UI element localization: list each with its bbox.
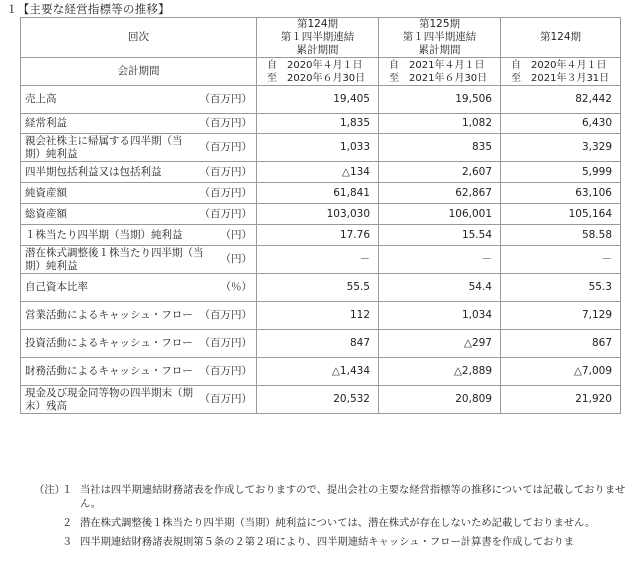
value-cell: 1,033 (257, 134, 379, 162)
indicator-label-cell (21, 358, 257, 386)
footnote-text: 当社は四半期連結財務諸表を作成しておりますので、提出会社の主要な経営指標等の推移については記載しておりません。 (80, 484, 626, 510)
column-heading-line: 第124期 (539, 31, 582, 43)
value-cell: 82,442 (501, 86, 621, 114)
value-cell: 58.58 (501, 225, 621, 246)
unit-label: （円） (220, 253, 252, 265)
value-cell: 1,082 (379, 114, 501, 134)
indicator-label-cell (21, 246, 257, 274)
indicator-label-cell (21, 386, 257, 414)
value-cell: △297 (379, 330, 501, 358)
unit-label: （円） (220, 228, 252, 241)
indicator-name: 現金及び現金同等物の四半期末（期末）残高 (25, 386, 193, 412)
value-cell: 20,532 (257, 386, 379, 414)
table-row (21, 386, 621, 414)
unit-label: （百万円） (199, 309, 252, 321)
period-line: 至 2021年６月30日 (389, 72, 488, 84)
value-cell: 7,129 (501, 302, 621, 330)
table-row (21, 330, 621, 358)
value-cell: 15.54 (379, 225, 501, 246)
period-range (501, 58, 621, 86)
column-heading-line: 累計期間 (418, 44, 461, 56)
indicator-name: 総資産額 (25, 207, 67, 220)
value-cell: 54.4 (379, 274, 501, 302)
unit-label: （百万円） (199, 337, 252, 349)
indicator-name: 財務活動によるキャッシュ・フロー (25, 365, 193, 377)
value-cell: 17.76 (257, 225, 379, 246)
header-row-accounting-period (21, 58, 621, 86)
indicator-name: 潜在株式調整後１株当たり四半期（当期）純利益 (25, 246, 204, 272)
fiscal-period-label: 回次 (128, 31, 149, 43)
value-cell: 63,106 (501, 183, 621, 204)
column-heading (501, 18, 621, 58)
unit-label: （百万円） (199, 93, 252, 105)
period-line: 至 2021年３月31日 (511, 72, 610, 84)
value-cell: 3,329 (501, 134, 621, 162)
value-cell: 6,430 (501, 114, 621, 134)
value-cell: 19,405 (257, 86, 379, 114)
unit-label: （百万円） (199, 365, 252, 377)
value-cell: 1,034 (379, 302, 501, 330)
footnote-item (34, 535, 634, 549)
value-cell: △2,889 (379, 358, 501, 386)
table-row (21, 183, 621, 204)
indicator-name: 売上高 (25, 93, 57, 105)
column-heading-line: 第125期 (418, 18, 461, 30)
period-line: 自 2020年４月１日 (511, 59, 607, 71)
value-cell: － (257, 246, 379, 274)
value-cell: 62,867 (379, 183, 501, 204)
indicator-label-cell (21, 86, 257, 114)
table-row (21, 114, 621, 134)
value-cell: 112 (257, 302, 379, 330)
value-cell: 5,999 (501, 162, 621, 183)
unit-label: （百万円） (199, 117, 252, 129)
table-row (21, 86, 621, 114)
table-row (21, 162, 621, 183)
footnote-prefix (34, 516, 62, 530)
unit-label: （％） (220, 281, 252, 293)
value-cell: 55.3 (501, 274, 621, 302)
value-cell: 835 (379, 134, 501, 162)
footnote-number: ３ (62, 536, 73, 548)
value-cell: △134 (257, 162, 379, 183)
unit-label: （百万円） (199, 165, 252, 178)
value-cell: 1,835 (257, 114, 379, 134)
financial-indicators-table (20, 17, 621, 414)
indicator-label-cell (21, 162, 257, 183)
indicator-label-cell (21, 204, 257, 225)
value-cell: 21,920 (501, 386, 621, 414)
indicator-name: 営業活動によるキャッシュ・フロー (25, 309, 193, 321)
unit-label: （百万円） (199, 207, 252, 220)
unit-label: （百万円） (199, 393, 252, 405)
section-title: １【主要な経営指標等の推移】 (6, 2, 170, 16)
period-line: 自 2021年４月１日 (389, 59, 485, 71)
indicator-name: 親会社株主に帰属する四半期（当期）純利益 (25, 134, 183, 160)
footnote-number: ２ (62, 517, 73, 529)
table-row (21, 274, 621, 302)
column-heading-line: 第124期 (296, 18, 339, 30)
footnotes (34, 483, 634, 554)
column-heading (257, 18, 379, 58)
footnote-number: １ (62, 484, 73, 496)
row-label-cell (21, 58, 257, 86)
footnote-item (34, 516, 634, 530)
unit-label: （百万円） (199, 186, 252, 199)
indicator-label-cell (21, 225, 257, 246)
indicator-name: 経常利益 (25, 117, 67, 129)
table-row (21, 225, 621, 246)
indicator-label-cell (21, 302, 257, 330)
footnote-item (34, 483, 634, 511)
value-cell: 2,607 (379, 162, 501, 183)
value-cell: 105,164 (501, 204, 621, 225)
footnote-prefix: （注） (34, 484, 65, 496)
period-line: 自 2020年４月１日 (267, 59, 363, 71)
accounting-period-label: 会計期間 (117, 65, 160, 77)
value-cell: － (501, 246, 621, 274)
header-row-fiscal-period (21, 18, 621, 58)
period-line: 至 2020年６月30日 (267, 72, 366, 84)
indicator-label-cell (21, 114, 257, 134)
indicator-name: 自己資本比率 (25, 281, 88, 293)
indicator-name: １株当たり四半期（当期）純利益 (25, 228, 183, 241)
value-cell: 61,841 (257, 183, 379, 204)
indicator-name: 四半期包括利益又は包括利益 (25, 165, 162, 178)
table-row (21, 302, 621, 330)
value-cell: △7,009 (501, 358, 621, 386)
period-range (379, 58, 501, 86)
value-cell: △1,434 (257, 358, 379, 386)
unit-label: （百万円） (199, 141, 252, 153)
value-cell: 103,030 (257, 204, 379, 225)
row-label-cell (21, 18, 257, 58)
column-heading-line: 第１四半期連結 (280, 31, 355, 43)
table-row (21, 246, 621, 274)
value-cell: 55.5 (257, 274, 379, 302)
indicator-name: 投資活動によるキャッシュ・フロー (25, 337, 193, 349)
value-cell: 867 (501, 330, 621, 358)
value-cell: 847 (257, 330, 379, 358)
value-cell: 106,001 (379, 204, 501, 225)
indicator-name: 純資産額 (25, 186, 67, 199)
indicator-label-cell (21, 274, 257, 302)
period-range (257, 58, 379, 86)
footnote-text: 四半期連結財務諸表規則第５条の２第２項により、四半期連結キャッシュ・フロー計算書を作成しておりま (80, 536, 575, 548)
footnote-text: 潜在株式調整後１株当たり四半期（当期）純利益については、潜在株式が存在しないため記載しておりません。 (80, 517, 596, 529)
value-cell: 20,809 (379, 386, 501, 414)
column-heading-line: 第１四半期連結 (402, 31, 477, 43)
column-heading (379, 18, 501, 58)
table-row (21, 134, 621, 162)
indicator-label-cell (21, 330, 257, 358)
indicator-label-cell (21, 134, 257, 162)
table-row (21, 204, 621, 225)
value-cell: － (379, 246, 501, 274)
value-cell: 19,506 (379, 86, 501, 114)
footnote-prefix (34, 535, 62, 549)
indicator-label-cell (21, 183, 257, 204)
table-row (21, 358, 621, 386)
column-heading-line: 累計期間 (296, 44, 339, 56)
